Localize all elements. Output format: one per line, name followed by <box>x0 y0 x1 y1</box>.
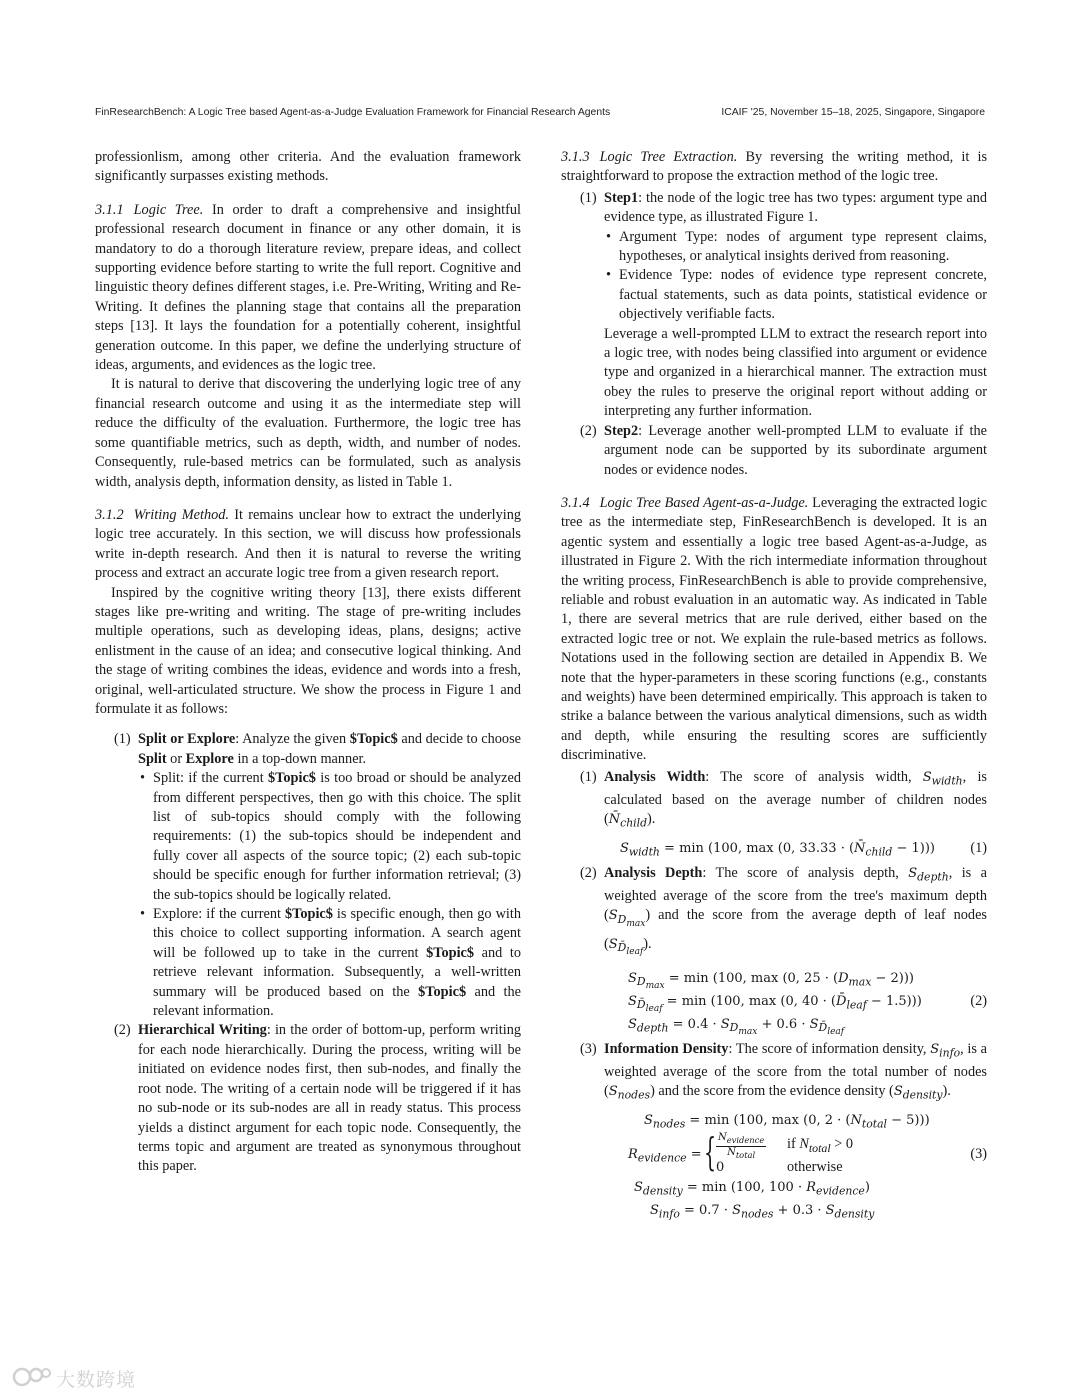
list-item: (1) Split or Explore: Analyze the given $Topic$ and decide to choose Split or Explore in a top-down manner. • Split: if the current $Topic$ is too broad or should be analyzed from different perspectives, then go with this choice. The split list of sub-topics should comply with the following requirements: (1) the sub-topics should be independent and fully cover all aspects of the source topic; (2) each sub-topic should be specific enough for further information retrieval; (3) the sub-topics should be logically related. • Explore: if the current $Topic$ is specific enough, then go with this choice to collect supporting information. A search agent will be followed up to take in the current $Topic$ and to retrieve relevant information. Subsequently, a well-written summary will be produced based on the $Topic$ and the relevant information. <box>95 730 521 1021</box>
equation-1: $S_{width} = \min (100$, max (0, $33.33 \cdot (N̄_{child} - 1)$)) (1) <box>620 840 987 859</box>
section-heading: 3.1.1 Logic Tree. <box>95 201 204 218</box>
watermark <box>12 1365 152 1389</box>
left-column <box>95 148 521 1177</box>
list-item: (3) Information Density: The score of information density, $S_{info}$, is a weighted average of the score from the total number of nodes $(S_{nodes})$ and the score from the evidence density $(S_{density})$. $S_{nodes} = \min (100$, max (0, $2 \cdot (N_{total} - 5)$)) $R_{evidence}$ = { $N_{evidence}$ $N_{total}$ if $N_{total} > 0$ 0 otherwise $S_{density} = \min (100$, $100 \cdot R_{evidence}$) $S_{info} = 0.7 \cdot S_{nodes} + 0.3 \cdot S_{density}$ (3) <box>580 1040 988 1221</box>
header-venue: ICAIF '25, November 15–18, 2025, Singapore, Singapore <box>721 107 985 118</box>
list-item: • Explore: if the current $Topic$ is specific enough, then go with this choice to collect supporting information. A search agent will be followed up to take in the current $Topic$ and to retrieve relevant information. Subsequently, a well-written summary will be produced based on the $Topic$ and the relevant information. <box>138 905 521 1021</box>
extraction-steps <box>561 189 987 480</box>
section-3-1-1: 3.1.1 Logic Tree. In order to draft a comprehensive and insightful professional research document in finance or any other domain, it is mandatory to do a thorough literature review, prepare ideas, and collect supporting evidence before starting to write the full report. Cognitive and linguistic theory defines different stages, i.e. Pre-Writing, Writing and Re-Writing. It defines the planning stage that contains all the preparation steps [13]. It lays the foundation for a potentially coherent, insightful generation outcome. In this paper, we define the underlying structure of ideas, arguments, and evidences as the logic tree. <box>95 201 521 374</box>
writing-method-list <box>95 730 521 1176</box>
list-item: (1) Analysis Width: The score of analysis width, $S_{width}$, is calculated based on the average number of children nodes $(N̄_{child})$. $S_{width} = \min (100$, max (0, $33.33 \cdot (N̄_{child} - 1)$)) (1) <box>580 768 987 859</box>
paragraph: professionlism, among other criteria. And the evaluation framework significantly surpasses existing methods. <box>95 149 521 185</box>
list-item: • Argument Type: nodes of argument type represent claims, hypotheses, or analytical insights derived from reasoning. <box>604 228 987 267</box>
right-column <box>561 148 987 1226</box>
section-3-1-2: 3.1.2 Writing Method. It remains unclear how to extract the underlying logic tree accurately. In this section, we will discuss how professionals write in-depth research. And then it is natural to reverse the writing process and extract an accurate logic tree from a given research report. <box>95 506 522 582</box>
section-3-1-4: 3.1.4 Logic Tree Based Agent-as-a-Judge. Leveraging the extracted logic tree as the intermediate step, FinResearchBench is developed. It is an agentic system and essentially a logic tree based Agent-as-a-Judge, as illustrated in Figure 2. With the rich intermediate information throughout the writing process, FinResearchBench is able to provide comprehensive, reliable and robust evaluation in an automatic way. As indicated in Table 1, there are several metrics that are rule derived, either based on the extracted logic tree or not. We explain the rule-based metrics as follows. Notations used in the following section are detailed in Appendix B. We note that the hyper-parameters in these scoring functions (e.g., constants and weights) have been determined empirically. This approach is taken to strike a balance between the various analytical dimensions, such as width and depth, while ensuring the resulting scores are sufficiently discriminative. <box>561 494 987 764</box>
paragraph: It is natural to derive that discovering the underlying logic tree of any financial research outcome and using it as the intermediate step will reduce the difficulty of the evaluation. Furthermore, the logic tree has some quantifiable metrics, such as depth, width, and number of nodes. Consequently, rule-based metrics can be formulated, such as analysis width, analysis depth, information density, as listed in Table 1. <box>95 376 521 490</box>
list-item: • Evidence Type: nodes of evidence type represent concrete, factual statements, such as data points, statistical evidence or objectively verifiable facts. <box>604 266 987 324</box>
section-heading: 3.1.3 Logic Tree Extraction. <box>561 149 738 165</box>
metrics-list <box>561 768 987 1223</box>
equation-3: $S_{nodes} = \min (100$, max (0, $2 \cdot (N_{total} - 5)$)) $R_{evidence}$ = { $N_{evidence}$ $N_{total}$ if $N_{total} > 0$ 0 otherwise $S_{density} = \min (100$, $100 \cdot R_{evidence}$) $S_{info} = 0.7 \cdot S_{nodes} + 0.3 \cdot S_{density}$ (3) <box>628 1113 987 1221</box>
list-item: (2) Hierarchical Writing: in the order of bottom-up, perform writing for each node hierarchically. During the process, writing will be initiated on evidence nodes first, then sub-nodes, and finally the root node. The writing of a certain node will be triggered if it has no sub-node or its sub-nodes are all in ready status. This process yields a distinct argument for each topic node. Consequently, the terms topic and argument are treated as synonymous throughout this paper. <box>114 1022 522 1175</box>
paragraph: Leverage a well-prompted LLM to extract the research report into a logic tree, with nodes being classified into argument or evidence type and organized in a hierarchical manner. The extraction must obey the rules to preserve the original report without adding or interpreting any further information. <box>604 325 987 420</box>
bullet-list <box>138 769 521 1021</box>
list-item: • Split: if the current $Topic$ is too broad or should be analyzed from different perspectives, then go with this choice. The split list of sub-topics should comply with the following requirements: (1) the sub-topics should be independent and fully cover all aspects of the source topic; (2) each sub-topic should be specific enough for further information retrieval; (3) the sub-topics should be logically related. <box>138 769 521 905</box>
running-header <box>95 107 985 123</box>
watermark-logo-icon <box>12 1365 52 1389</box>
section-heading: 3.1.2 Writing Method. <box>95 506 229 523</box>
section-3-1-3: 3.1.3 Logic Tree Extraction. By reversing the writing method, it is straightforward to propose the extraction method of the logic tree. <box>561 149 988 185</box>
paragraph: Inspired by the cognitive writing theory [13], there exists different stages like pre-writing and writing. The stage of pre-writing includes multiple operations, such as developing ideas, plans, designs; active enlistment in the cause of an idea; and consecutive logical thinking. And the stage of writing combines the ideas, evidence and words into a fresh, original, well-articulated structure. We show the process in Figure 1 and formulate it as follows: <box>95 584 521 717</box>
bullet-list <box>604 228 987 325</box>
list-item: (2) Step2: Leverage another well-prompted LLM to evaluate if the argument node can be supported by its subordinate argument nodes or evidence nodes. <box>580 422 987 478</box>
header-title: FinResearchBench: A Logic Tree based Agent-as-a-Judge Evaluation Framework for Financial Research Agents <box>95 107 611 118</box>
section-heading: 3.1.4 Logic Tree Based Agent-as-a-Judge. <box>561 494 809 511</box>
list-item: (2) Analysis Depth: The score of analysis depth, $S_{depth}$, is a weighted average of the score from the tree's maximum depth $(S_{D_{max}})$ and the score from the average depth of leaf nodes $(S_{D̄_{leaf}})$. $S_{D_{max}} = \min (100$, max (0, $25 \cdot (D_{max} - 2)$)) $S_{D̄_{leaf}} = \min (100$, max (0, $40 \cdot (D̄_{leaf} - 1.5)$)) $S_{depth} = 0.4 \cdot S_{D_{max}} + 0.6 \cdot S_{D̄_{leaf}}$ (2) <box>580 865 987 1038</box>
watermark-text: 大数跨境 <box>56 1369 137 1391</box>
list-item: (1) Step1: the node of the logic tree has two types: argument type and evidence type, as illustrated Figure 1. • Argument Type: nodes of argument type represent claims, hypotheses, or analytical insights derived from reasoning. • Evidence Type: nodes of evidence type represent concrete, factual statements, such as data points, statistical evidence or objectively verifiable facts. Leverage a well-prompted LLM to extract the research report into a logic tree, with nodes being classified into argument or evidence type and organized in a hierarchical manner. The extraction must obey the rules to preserve the original report without adding or interpreting any further information. <box>561 189 987 422</box>
equation-2: $S_{D_{max}} = \min (100$, max (0, $25 \cdot (D_{max} - 2)$)) $S_{D̄_{leaf}} = \min (100$, max (0, $40 \cdot (D̄_{leaf} - 1.5)$)) $S_{depth} = 0.4 \cdot S_{D_{max}} + 0.6 \cdot S_{D̄_{leaf}}$ (2) <box>628 970 987 1038</box>
